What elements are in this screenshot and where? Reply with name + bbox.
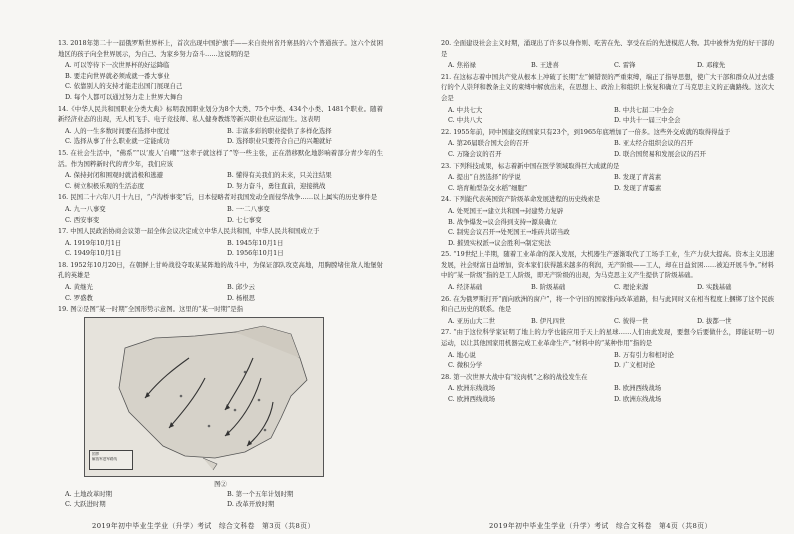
option: B. 要走向世界就必须成就一番大事业 [65,71,170,80]
option: B. 一·二八事变 [227,204,270,213]
option: A. 欧洲东线战场 [448,384,496,393]
option: C. 中共八大 [448,116,483,125]
question-text: 27. “由于这位科学家证明了地上的力学也能应用于天上的星球……人们由此发现，要想今后要做什么，即能证明一切运动，以让其他国家用机器完成工业革命生产。”材料中的“某种作用”指的是 [441,328,774,348]
option: B. 战争爆发→议会得到支持→源泉确立 [448,217,557,226]
map-legend-item: 国界 [92,451,100,456]
option: B. 伊凡四世 [531,316,566,325]
q19-options [58,489,383,510]
option: C. 制宪会议召开→处死国王→堆砖共诺当政 [448,228,570,237]
option: B. 亚太经合组织会议的召开 [614,139,694,148]
option: C. 依靠别人的支持才能走出国门展现自己 [65,82,183,91]
option: D. 实践基础 [697,283,732,292]
question-options [58,238,383,259]
right-question-list [441,38,774,405]
question-options [58,204,383,225]
option: D. 努力奋斗，勇往直前，迎接挑战 [227,181,326,190]
question-options [441,282,774,293]
option: D. 中共十一届三中全会 [614,116,681,125]
option: D. 摧毁实权派→议会胜利→制定宪法 [448,238,551,247]
option: B. 欧洲西线战场 [614,384,662,393]
option: B. 万有引力和相对论 [614,350,674,359]
option: D. 广义相对论 [614,361,655,370]
option: C. 欧洲西线战场 [448,395,496,403]
map-legend-item: 解放军进军路线 [92,456,118,461]
question-text: 19. 图②是图“某一时期”全国形势示意图。这里的“某一时期”是指 [58,305,244,314]
question-text: 15. 在社会生活中，“佛系”“以‘废人’自嘲”“这辈子就这样了”等一些主张，正在潜移默化地影响着部分青少年的生活。作为国粹新时代的青少年，我们应该 [58,148,383,168]
question-text: 17. 中国人民政治协商会议第一届全体会议决定成立中华人民共和国，中华人民共和国成立于 [58,227,320,236]
option: A. 焦裕禄 [448,61,476,70]
question-options [441,172,774,193]
question-text: 13. 2018年第二十一届俄罗斯世界杯上，首次出现中国护旗手——来自贵州省丹寨县的六个普通孩子。这六个贫困地区的孩子向全世界展示，为自己、为家乡努力奋斗……这说明的是 [58,39,383,58]
option: A. 九一八事变 [65,204,106,213]
historical-map-figure [84,317,324,477]
option: A. 亚历山大二世 [448,316,496,325]
question-text: 14.《中华人民共和国职业分类大典》标明我国职业划分为8个大类、75个中类、434个小类、1481个职业。随着新经济业态的出现，无人机飞手、电子竞技师、私人健身教练等新兴职业也应运而生。这表明 [58,104,383,124]
right-page [397,0,794,534]
option: B. 丰富多彩的职业提供了多样化选择 [227,126,332,135]
question-options [58,170,383,191]
option: A. 土地改革时期 [65,489,113,498]
option: C. 选择从事了什么职业就一定能成功 [65,137,170,146]
option: A. 提出“自然选择”的学说 [448,173,521,182]
option: B. 王进喜 [531,61,559,70]
question-options [58,126,383,147]
question-options [441,383,774,404]
option: A. 黄继光 [65,283,93,292]
question-text: 20. 全面建设社会主义时期，涌现出了许多以身作则、吃苦在先、享受在后的先进模范人物。其中被誉为党的好干部的是 [441,39,774,58]
option: C. 万隆会议的召开 [448,149,502,158]
option: C. 彼得一世 [614,316,649,325]
option: A. 处死国王→建立共和国→封建势力复辟 [448,206,564,215]
page-footer: 2019年初中毕业生学业（升学）考试 综合文科卷 第4页（共8页） [489,522,712,530]
option: A. 第26届联合国大会的召开 [448,139,529,148]
option: A. 可以等待下一次世界杯的好运降临 [65,61,170,70]
option: A. 保持封闭和围观时就消极和逃避 [65,171,164,180]
question-text: 21. 在这标志着中国共产党从根本上冲破了长期“左”倾错误的严重束缚，端正了指导思想，使广大干部和群众从过去盛行的个人崇拜和教条主义的束缚中解放出来，在思想上、政治上和组织上恢复和确立了马克思主义的正确路线。这次大会是 [441,72,774,102]
question-options [441,206,774,248]
option: C. 1949年10月1日 [65,249,122,258]
question-text: 16. 民国二十六年八月十九日，“卢沟桥事变”后，日本侵略者对我国发动全面侵华战争……以上属实的历史事件是 [58,193,378,202]
option: C. 培育籼型杂交水稻“细胞” [448,183,528,192]
option: B. 第一个五年计划时期 [227,489,294,498]
question-options [58,60,383,102]
option: D. 选择职业只要符合自己的兴趣就好 [227,137,332,146]
option: B. 1945年10月1日 [227,238,284,247]
option: B. 中共七届二中全会 [614,105,674,114]
option: C. 树立积极乐观的生活态度 [65,181,145,190]
option: D. 每个人都可以通过努力走上世界大舞台 [65,92,183,101]
option: C. 理论来源 [614,283,649,292]
option: D. 拔都一世 [697,316,732,325]
question-options [441,316,774,327]
option: D. 联合国贸易和发展会议的召开 [614,149,707,158]
option: D. 发现了青霉素 [614,183,662,192]
option: A. 经济基础 [448,283,483,292]
option: B. 懂得有关我们的未来，只关注结果 [227,171,332,180]
option: C. 西安事变 [65,215,100,224]
option: C. 罗盛教 [65,293,93,302]
question-text: 18. 1952年10月20日，在朝鲜上甘岭战役夺取某某阵地的战斗中，为保证部队攻克高地，用胸膛堵住敌人地堡射孔的英雄是 [58,260,383,280]
option: A. 地心说 [448,350,476,359]
option: D. 邓稼先 [697,61,726,70]
question-options [58,282,383,303]
question-text: 24. 下列能代表英国资产阶级革命发展进程的历史线索是 [441,195,601,204]
option: D. 1956年10月1日 [227,249,284,258]
option: A. 中共七大 [448,105,483,114]
option: C. 大跃进时期 [65,500,106,509]
question-options [441,105,774,126]
option: B. 邱少云 [227,283,255,292]
question-text: 26. 在为俄罗斯打开“面向欧洲的窗户”，将一个守旧的国家推向改革道路，但与此同时又在相当程度上捆绑了这个民族和自己历史的联系。他是 [441,294,774,314]
question-options [441,60,774,71]
question-options [441,350,774,371]
option: B. 发现了青蒿素 [614,173,662,182]
option: B. 阶级基础 [531,283,566,292]
option: A. 1919年10月1日 [65,238,122,247]
option: D. 改革开放时期 [227,500,275,509]
option: C. 雷锋 [614,61,636,70]
question-text: 23. 下列科技成果，标志着新中国在医学领域取得巨大成就的是 [441,161,620,170]
figure-caption: 图② [214,479,227,488]
left-question-list [58,38,383,315]
option: D. 欧洲东线战场 [614,395,662,403]
question-text: 28. 第一次世界大战中有“绞肉机”之称的战役发生在 [441,372,588,381]
option: A. 人的一生多数时间要在选择中度过 [65,126,170,135]
option: D. 杨根思 [227,293,256,302]
option: D. 七七事变 [227,215,262,224]
map-legend [89,450,133,470]
option: C. 微积分学 [448,361,483,370]
question-options [441,138,774,159]
page-footer: 2019年初中毕业生学业（升学）考试 综合文科卷 第3页（共8页） [92,522,315,530]
question-text: 22. 1955年前，同中国建交的国家只有23个，到1965年底增加了一倍多。这些外交成就的取得得益于 [441,127,731,136]
question-text: 25. “19世纪上半期，随着工业革命的深入发展，大机器生产逐渐取代了工场手工业，生产力获大提高。资本主义迅速发展，社会财富日益增加，资本家们获得越来越多的利润，无产阶级——工人，却在日益贫困……被迫开展斗争。”材料中的“某一阶级”指的是工人阶级，即无产阶级的出现，为马克思主义产生提供了阶级基础。 [441,250,774,280]
